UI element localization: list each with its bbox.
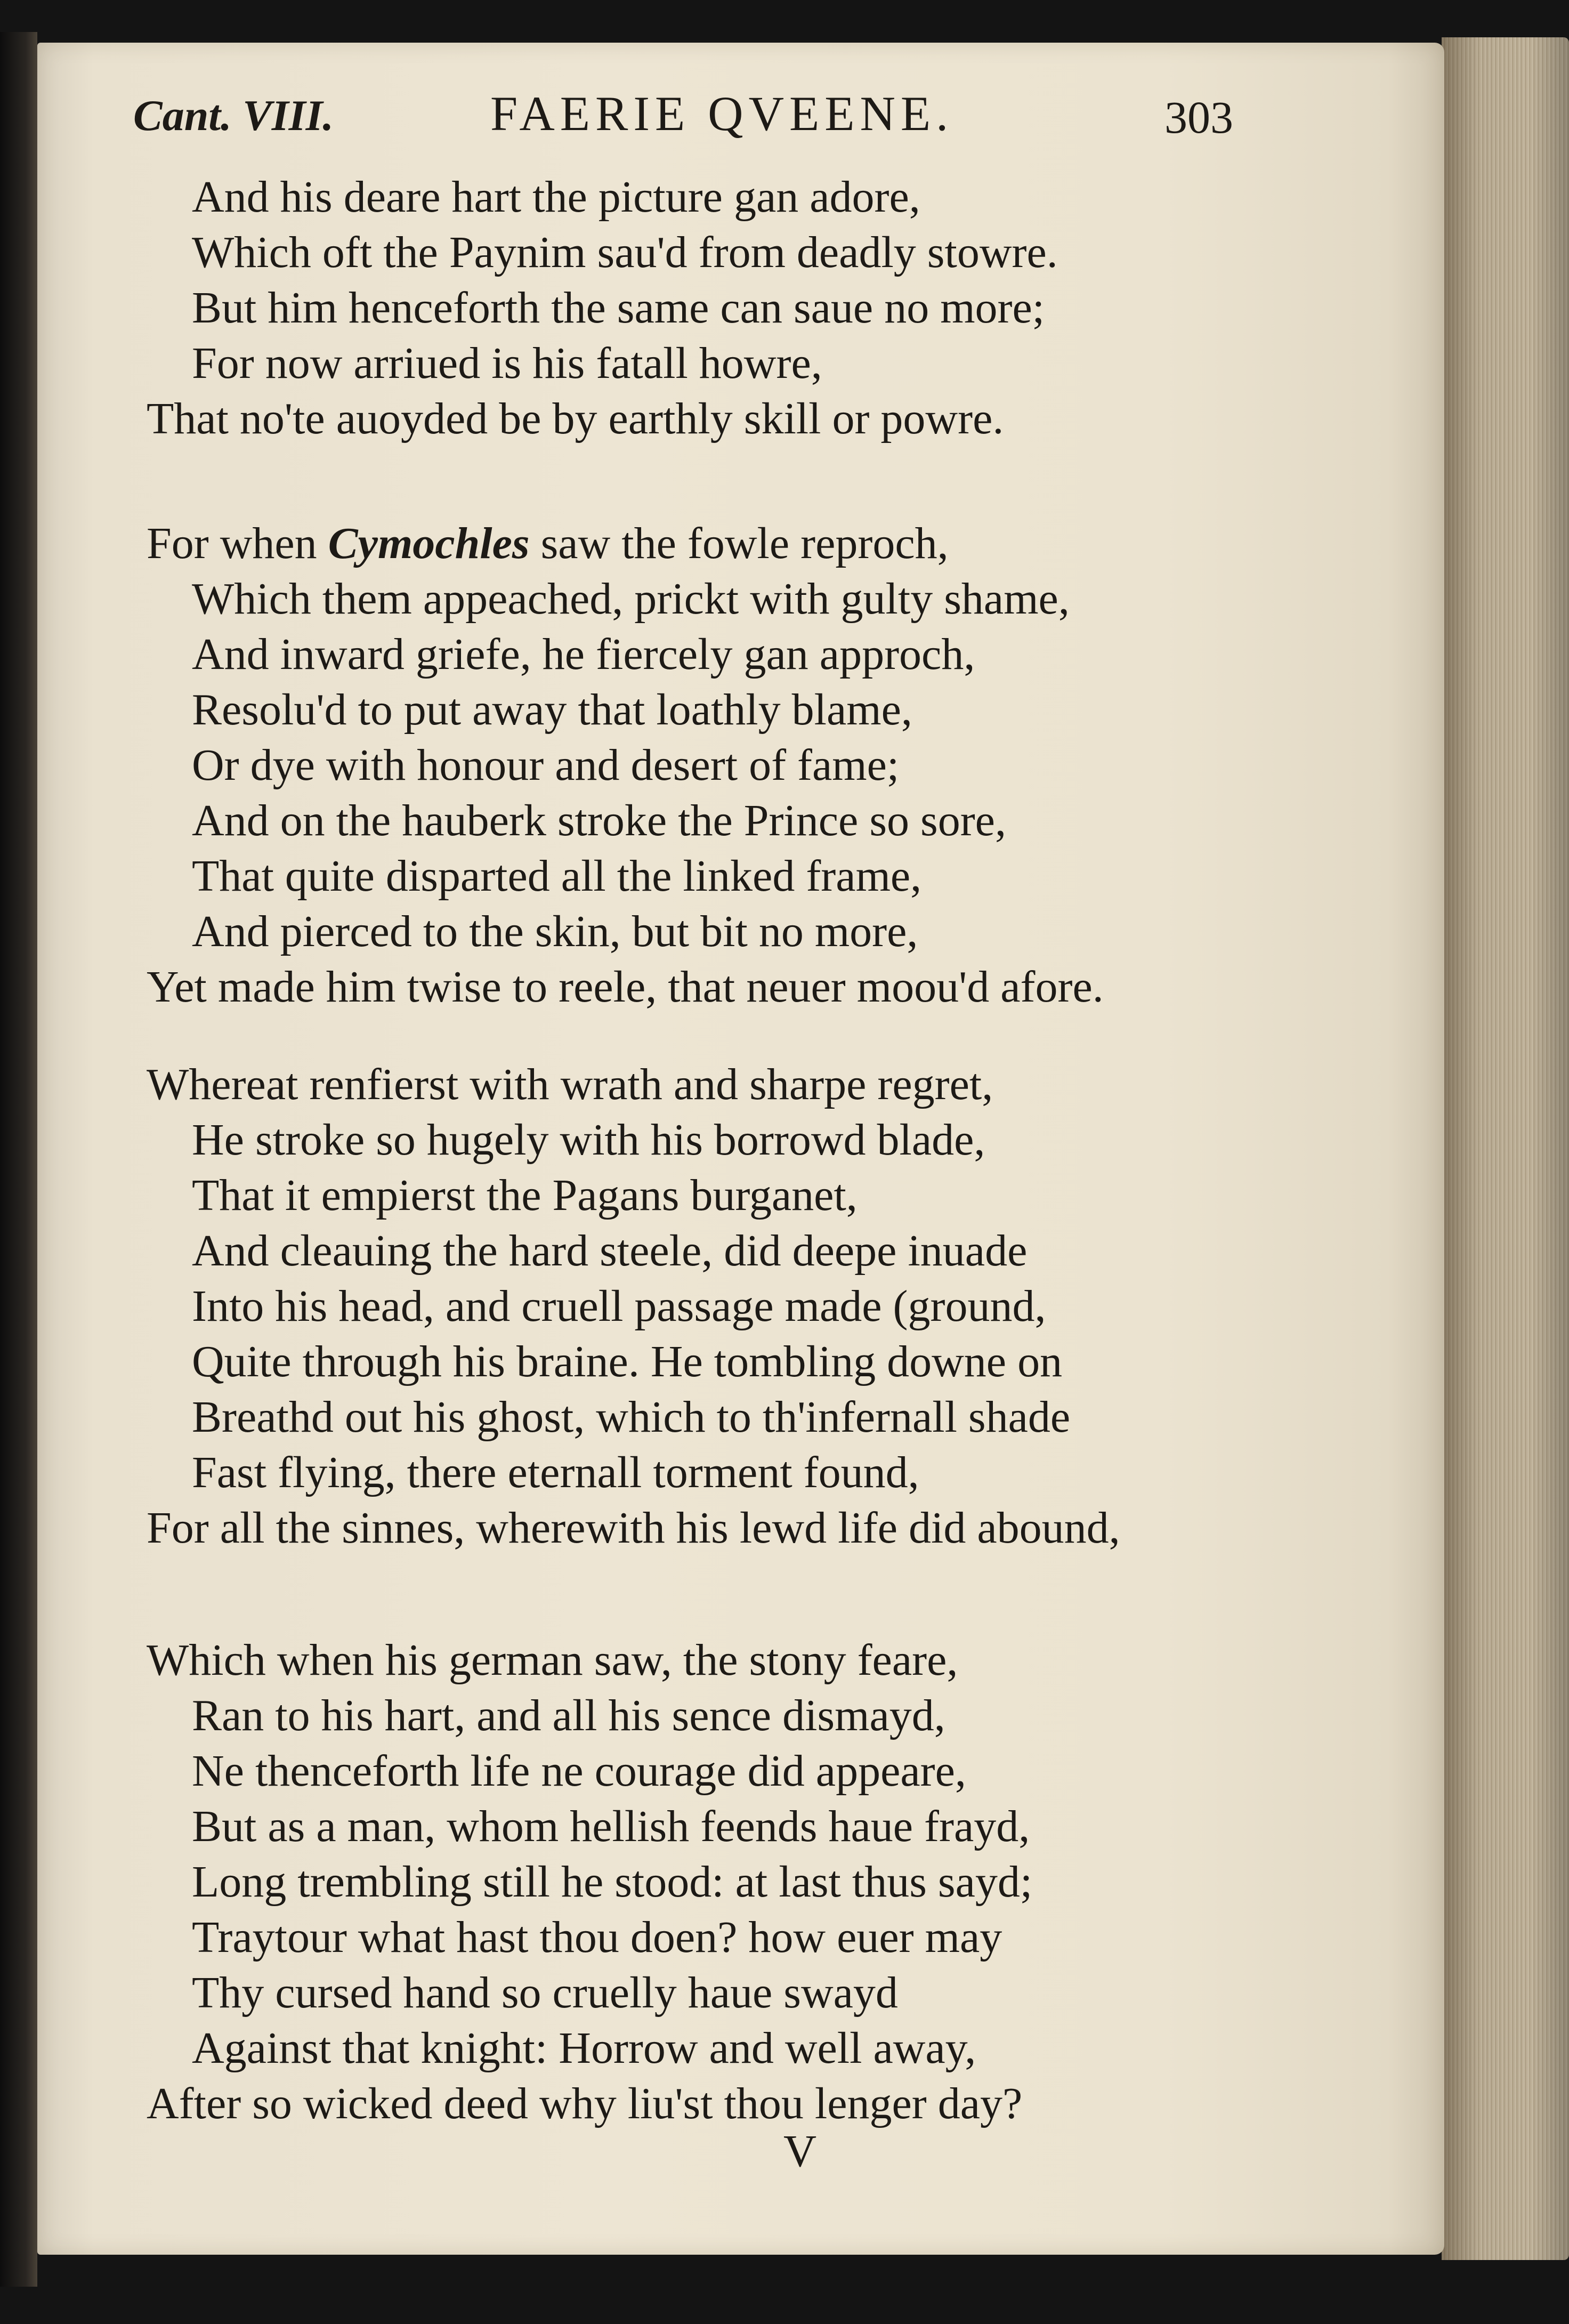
- verse-line: Thy cursed hand so cruelly haue swayd: [192, 1968, 898, 2018]
- verse-line: That no'te auoyded be by earthly skill or powre.: [147, 394, 1004, 443]
- fore-edge-shadow: [1442, 37, 1569, 2260]
- catchword: V: [783, 2125, 817, 2176]
- verse-line: That it empierst the Pagans burganet,: [192, 1171, 858, 1220]
- verse-line: Which oft the Paynim sau'd from deadly stowre.: [192, 228, 1058, 277]
- verse-text: For when: [147, 519, 328, 568]
- verse-line: Resolu'd to put away that loathly blame,: [192, 685, 912, 735]
- binding-gutter: [0, 32, 37, 2287]
- verse-line: For now arriued is his fatall howre,: [192, 338, 822, 388]
- verse-line: Long trembling still he stood: at last thus sayd;: [192, 1857, 1033, 1907]
- verse-line: After so wicked deed why liu'st thou lenger day?: [147, 2079, 1023, 2128]
- page-number: 303: [1164, 92, 1233, 143]
- verse-line: Traytour what hast thou doen? how euer may: [192, 1913, 1002, 1962]
- verse-line: Into his head, and cruell passage made (ground,: [192, 1281, 1046, 1331]
- verse-line: He stroke so hugely with his borrowd blade,: [192, 1115, 985, 1165]
- verse-line: That quite disparted all the linked frame,: [192, 851, 922, 901]
- verse-text: saw the fowle reproch,: [529, 519, 949, 568]
- canto-label: Cant. VIII.: [133, 91, 334, 140]
- verse-line: And his deare hart the picture gan adore,: [192, 172, 920, 222]
- verse-line: Ran to his hart, and all his sence dismayd,: [192, 1691, 945, 1740]
- verse-line: Which them appeached, prickt with gulty shame,: [192, 574, 1070, 624]
- character-name: Cymochles: [328, 519, 530, 568]
- running-title: FAERIE QVEENE.: [490, 86, 954, 141]
- verse-line: And cleauing the hard steele, did deepe inuade: [192, 1226, 1028, 1276]
- verse-line: And pierced to the skin, but bit no more,: [192, 907, 918, 956]
- verse-line: Ne thenceforth life ne courage did appeare,: [192, 1746, 966, 1796]
- verse-line: But as a man, whom hellish feends haue frayd,: [192, 1802, 1030, 1851]
- verse-line: [147, 517, 949, 570]
- verse-line: Fast flying, there eternall torment found,: [192, 1448, 919, 1497]
- verse-line: And on the hauberk stroke the Prince so sore,: [192, 796, 1006, 845]
- verse-line: Whereat renfierst with wrath and sharpe regret,: [147, 1060, 993, 1109]
- verse-line: For all the sinnes, wherewith his lewd life did abound,: [147, 1503, 1120, 1553]
- verse-line: And inward griefe, he fiercely gan approch,: [192, 630, 975, 679]
- running-header: [0, 80, 1569, 149]
- verse-line: Quite through his braine. He tombling downe on: [192, 1337, 1063, 1386]
- verse-line: Or dye with honour and desert of fame;: [192, 740, 900, 790]
- verse-line: Against that knight: Horrow and well away,: [192, 2023, 976, 2073]
- verse-line: But him henceforth the same can saue no more;: [192, 283, 1045, 333]
- verse-line: Breathd out his ghost, which to th'infernall shade: [192, 1392, 1071, 1442]
- verse-line: Yet made him twise to reele, that neuer moou'd afore.: [147, 962, 1104, 1012]
- verse-line: Which when his german saw, the stony feare,: [147, 1635, 958, 1685]
